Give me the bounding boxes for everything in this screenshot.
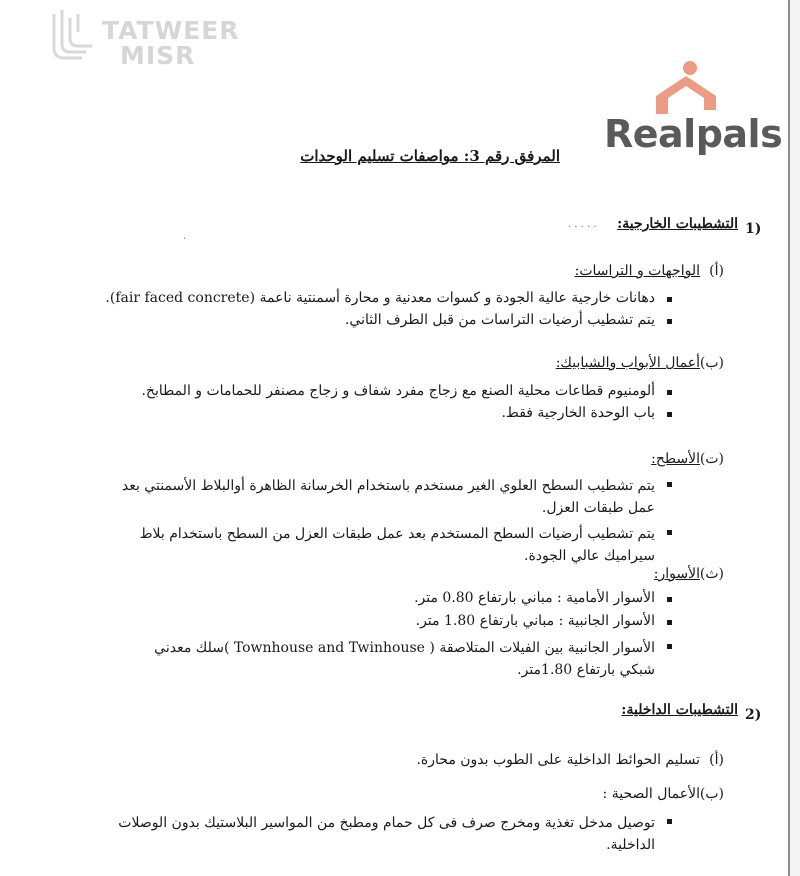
section1d-bullet-2: الأسوار الجانبية : مباني بارتفاع 1.80 متر.: [415, 613, 655, 629]
bullet-icon: [667, 530, 672, 535]
section1b-title: أعمال الأبواب والشبابيك:: [555, 355, 700, 371]
misr-text: MISR: [120, 41, 196, 70]
section1a-label: (أ): [709, 263, 724, 279]
bullet-icon: [667, 644, 672, 649]
section1c-title: الأسطح:: [651, 451, 700, 467]
section1a-bullet-1: دهانات خارجية عالية الجودة و كسوات معدنية و محارة أسمنتية ناعمة (fair faced concrete).: [105, 290, 655, 306]
section1a-bullet-2: يتم تشطيب أرضيات التراسات من قبل الطرف الثاني.: [344, 312, 655, 328]
realpals-logo: [600, 60, 783, 160]
realpals-house-icon: [650, 60, 722, 116]
bullet-icon: [667, 482, 672, 487]
section2b-title: الأعمال الصحية :: [602, 786, 700, 802]
page-edge-shadow: [790, 0, 800, 876]
tatweer-misr-logo-icon: [46, 8, 102, 66]
bullet-icon: [667, 390, 672, 395]
section1c-bullet-2: يتم تشطيب أرضيات السطح المستخدم بعد عمل طبقات العزل من السطح باستخدام بلاط سيراميك عالي الجودة.: [139, 526, 655, 564]
section1d-bullet-3: الأسوار الجانبية بين الفيلات المتلاصقة ( Townhouse and Twinhouse )سلك معدني شبكي بارتفاع 1.80متر.: [154, 640, 655, 678]
section1b-bullet-1: ألومنيوم قطاعات محلية الصنع مع زجاج مفرد شفاف و زجاج مصنفر للحمامات و المطابخ.: [141, 383, 655, 399]
section2-title: التشطيبات الداخلية:: [621, 702, 738, 718]
section2a-text: تسليم الحوائط الداخلية على الطوب بدون محارة.: [416, 752, 700, 768]
section1d-label: (ث): [699, 566, 724, 582]
section2a-label: (أ): [709, 752, 724, 768]
tatweer-text: TATWEER: [102, 16, 240, 45]
section1-title: التشطيبات الخارجية:: [617, 216, 738, 232]
scan-speck: · · · · ·: [568, 222, 597, 233]
document-title: المرفق رقم 3: مواصفات تسليم الوحدات: [300, 147, 560, 165]
section1d-bullet-1: الأسوار الأمامية : مباني بارتفاع 0.80 متر.: [414, 590, 655, 606]
page-edge-line: [788, 0, 790, 876]
bullet-icon: [667, 620, 672, 625]
section2-number: 2): [745, 707, 762, 723]
bullet-icon: [667, 597, 672, 602]
section1b-label: (ب): [699, 355, 724, 371]
section1c-bullet-1: يتم تشطيب السطح العلوي الغير مستخدم باستخدام الخرسانة الظاهرة أوالبلاط الأسمنتي بعد عمل طبقات العزل.: [121, 478, 655, 516]
scan-speck: ·: [183, 234, 187, 245]
section2b-label: (ب): [699, 786, 724, 802]
realpals-wordmark: Realpals: [604, 112, 783, 156]
tatweer-misr-watermark: [46, 8, 246, 70]
section1d-title: الأسوار:: [653, 566, 700, 582]
bullet-icon: [667, 319, 672, 324]
section1-number: 1): [745, 221, 762, 237]
section1b-bullet-2: باب الوحدة الخارجية فقط.: [501, 405, 655, 421]
bullet-icon: [667, 412, 672, 417]
bullet-icon: [667, 297, 672, 302]
section1a-title: الواجهات و التراسات:: [574, 263, 700, 279]
section1c-label: (ت): [699, 451, 724, 467]
bullet-icon: [667, 819, 672, 824]
section2b-bullet-1: توصيل مدخل تغذية ومخرج صرف فى كل حمام ومطبخ من المواسير البلاستيك بدون الوصلات الداخلية.: [118, 815, 655, 853]
